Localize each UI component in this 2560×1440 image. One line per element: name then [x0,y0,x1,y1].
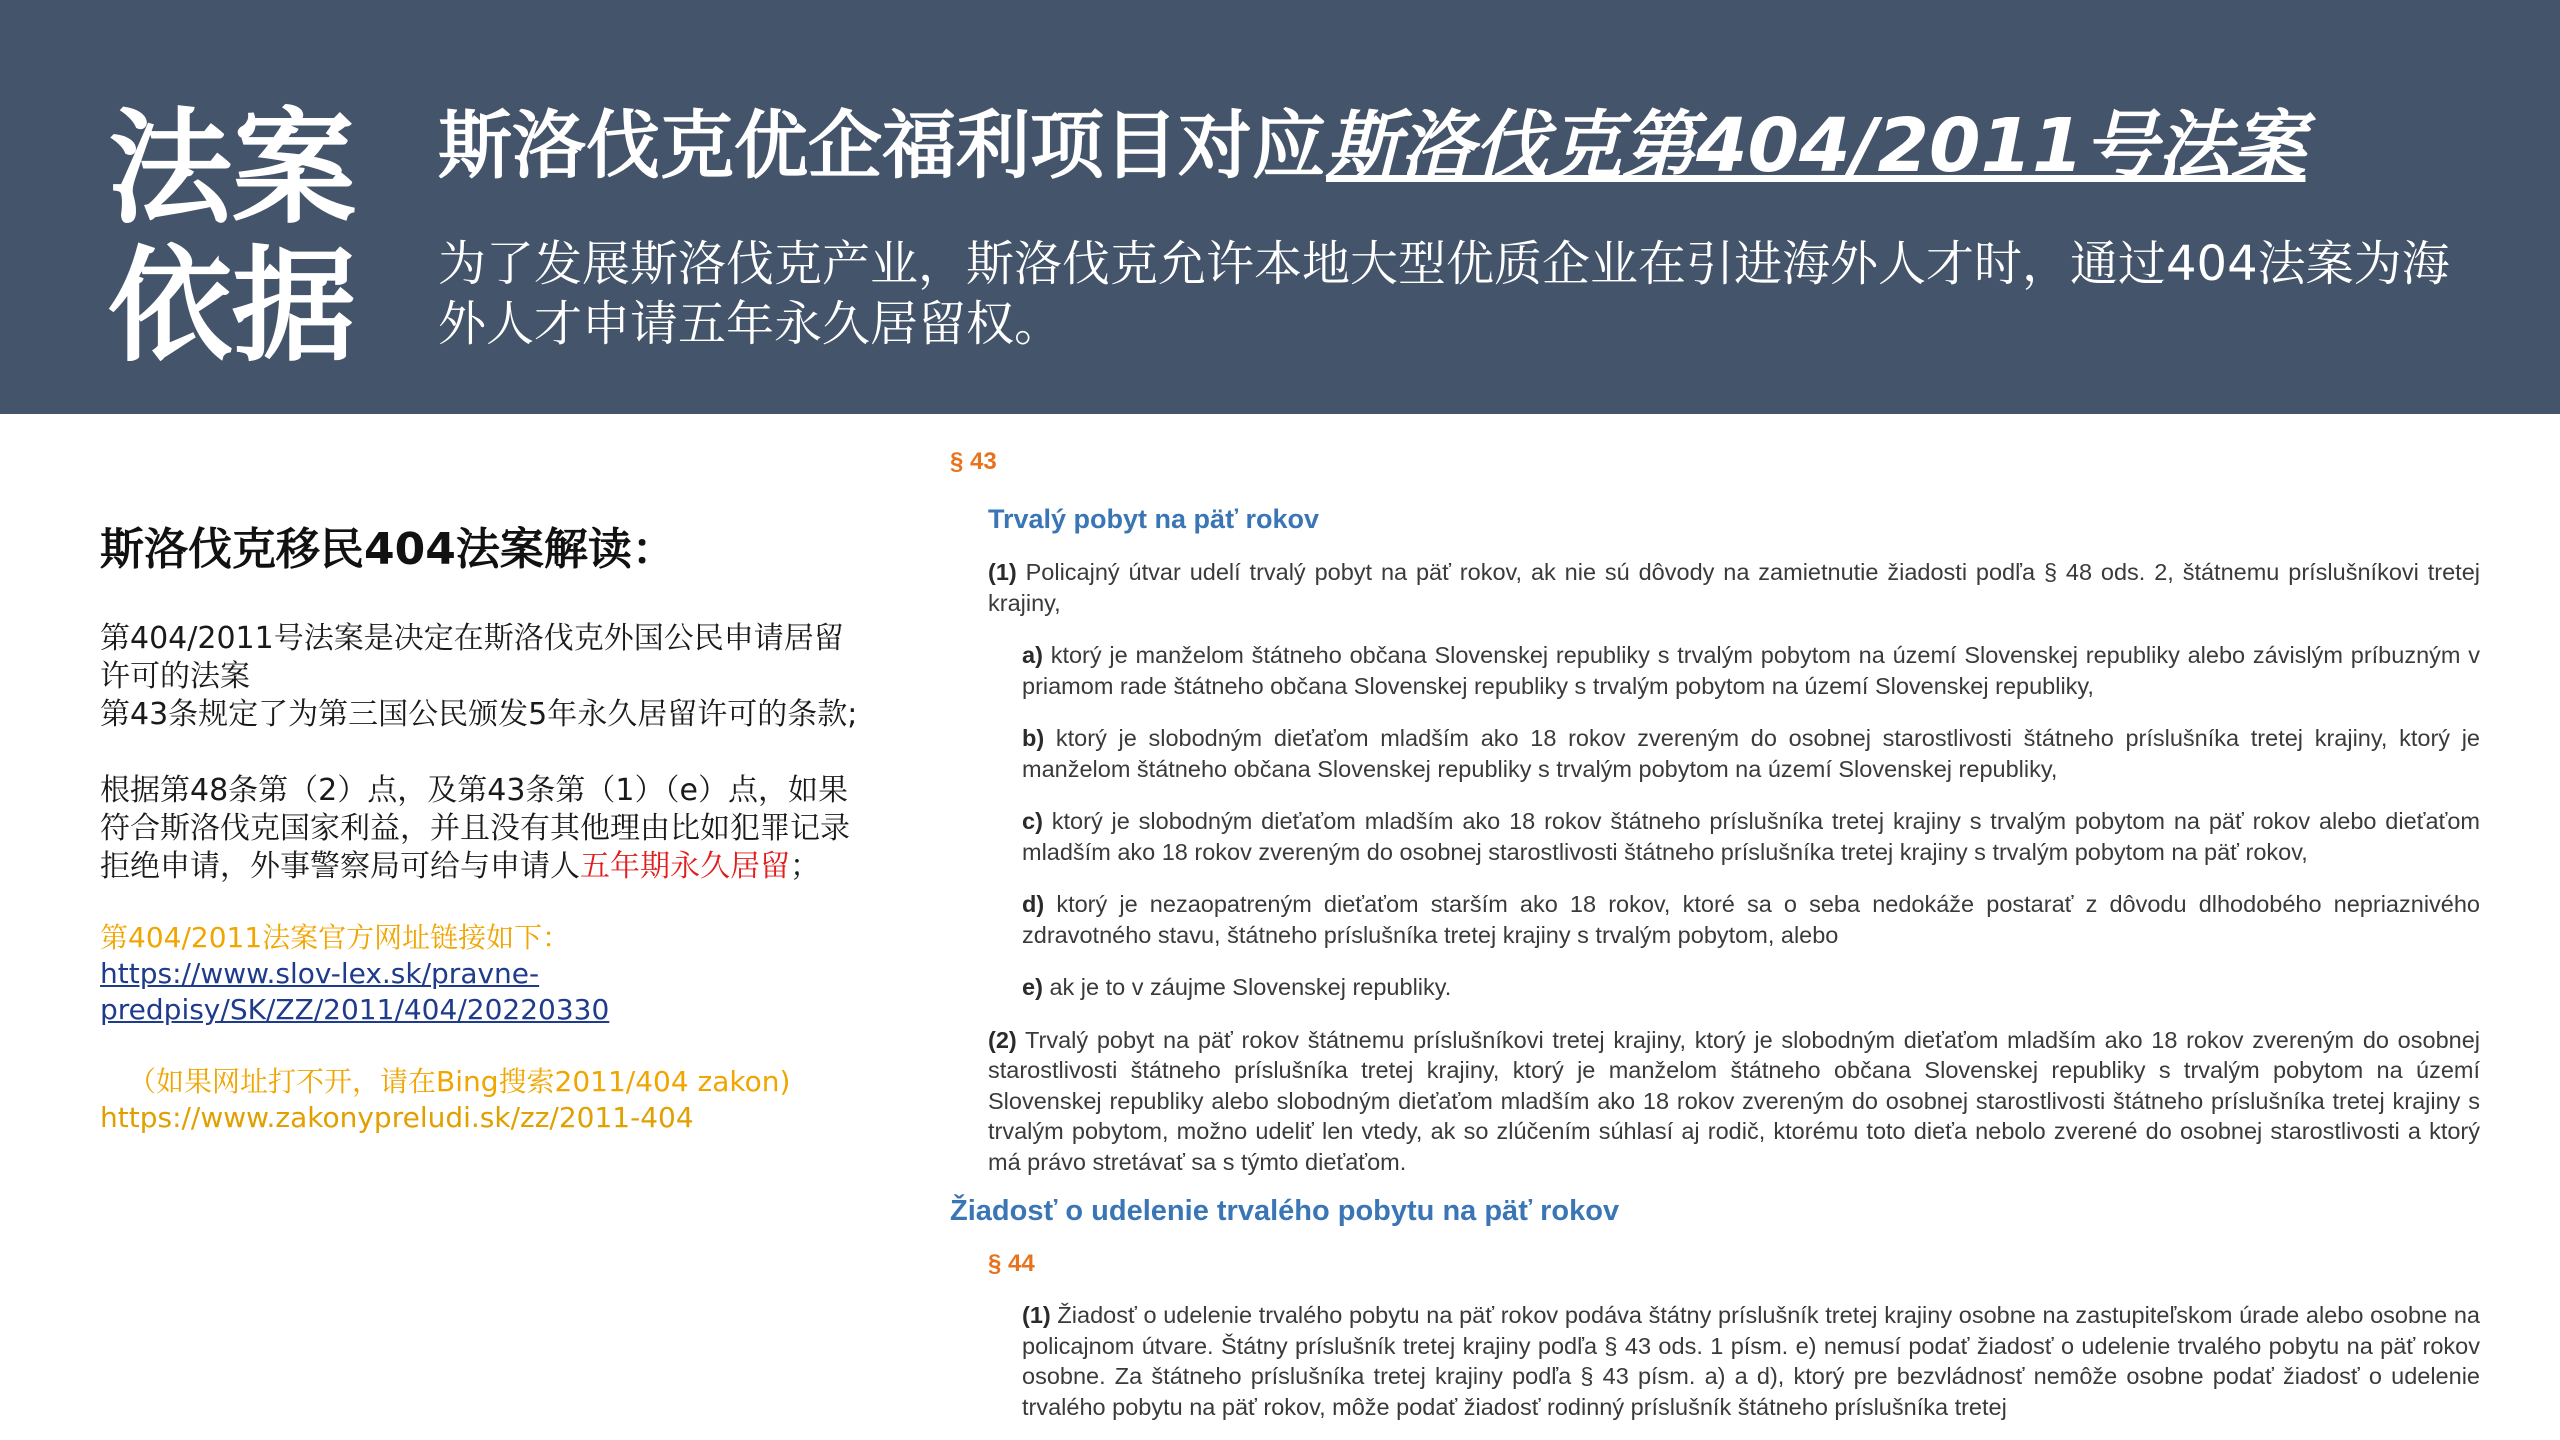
title-prefix: 斯洛伐克优企福利项目对应 [438,103,1326,189]
p2-text: Trvalý pobyt na päť rokov štátnemu príslušníkovi tretej krajiny, ktorý je slobodným dieťaťom mladším ako 18 rokov zvereným do osobnej starostlivosti štátneho príslušníka tretej krajiny, ktorý je manželom štátneho občana Slovenskej republiky s trvalým pobytom na území Slovenskej republiky alebo slobodným dieťaťom mladším ako 18 rokov zvereným do osobnej starostlivosti štátneho príslušníka tretej krajiny s trvalým pobytom, možno udeliť len vtedy, ak so zlúčením súhlasí aj rodič, ktorému toto dieťa nebolo zverené do osobnej starostlivosti a ktorý má právo stretávať sa s týmto dieťaťom. [988,1026,2481,1175]
p1-label: (1) [988,559,1017,585]
interpretation-heading: 斯洛伐克移民404法案解读： [100,524,676,575]
side-title-line2: 依据 [108,235,357,379]
item-a-label: a) [1022,642,1043,668]
item-b [1022,723,2480,784]
interpretation-panel [100,520,860,1136]
item-d [1022,889,2480,950]
item-c [1022,806,2480,867]
side-title-line1: 法案 [108,97,357,241]
section-43-number: § 43 [950,448,997,475]
interpretation-para1 [100,620,860,734]
p3-label: (1) [1022,1302,1051,1328]
item-a-text: ktorý je manželom štátneho občana Slovenskej republiky s trvalým pobytom na území Slovenskej republiky alebo závislým príbuzným v priamom rade štátneho občana Slovenskej republiky s trvalým pobytom na území Slovenskej republiky, [1022,642,2480,699]
link-intro: 第404/2011法案官方网址链接如下： [100,921,571,954]
law-document-excerpt [950,440,2481,1420]
header-banner [0,0,2560,414]
item-b-text: ktorý je slobodným dieťaťom mladším ako 18 rokov zvereným do osobnej starostlivosti štátneho príslušníka tretej krajiny, ktorý je manželom štátneho občana Slovenskej republiky s trvalým pobytom na území Slovenskej republiky, [1022,725,2480,782]
page-title [438,98,2305,194]
item-e [1022,972,2480,1003]
side-title [108,97,357,379]
item-e-text: ak je to v záujme Slovenskej republiky. [1049,974,1452,1000]
para2-end: ； [790,849,820,884]
section-43-title: Trvalý pobyt na päť rokov [988,504,1320,534]
item-e-label: e) [1022,974,1043,1000]
alt-search-note: （如果网址打不开，请在Bing搜索2011/404 zakon) [128,1065,791,1098]
links-block [100,920,860,1136]
para2-highlight: 五年期永久居留 [580,849,790,884]
p3-text: Žiadosť o udelenie trvalého pobytu na päť rokov podáva štátny príslušník tretej krajiny osobne na zastupiteľskom úrade alebo osobne na policajnom útvare. Štátny príslušník tretej krajiny podľa § 43 ods. 1 písm. e) nemusí podať žiadosť o udelenie trvalého pobytu na päť rokov osobne. Za štátneho príslušníka tretej krajiny podľa § 43 písm. a) a d), ktorý pre bezvládnosť nemôže osobne podať žiadosť o udelenie trvalého pobytu na päť rokov, môže podať žiadosť rodinný príslušník štátneho príslušníka tretej [1022,1302,2481,1420]
item-a [1022,640,2480,701]
item-d-label: d) [1022,891,1045,917]
item-b-label: b) [1022,725,1045,751]
section-44-heading: Žiadosť o udelenie trvalého pobytu na päť rokov [950,1195,1620,1227]
item-d-text: ktorý je nezaopatreným dieťaťom starším ako 18 rokov, ktoré sa o seba nedokáže postarať z dôvodu dlhodobého nepriaznivého zdravotného stavu, štátneho príslušníka tretej krajiny s trvalým pobytom, alebo [1022,891,2480,948]
paragraph-2 [988,1025,2480,1178]
paragraph-1 [988,557,2480,618]
item-c-text: ktorý je slobodným dieťaťom mladším ako 18 rokov štátneho príslušníka tretej krajiny s trvalým pobytom na päť rokov alebo dieťaťom mladším ako 18 rokov zvereným do osobnej starostlivosti štátneho príslušníka tretej krajiny s trvalým pobytom na päť rokov, [1022,808,2481,865]
paragraph-44-1 [1022,1300,2480,1422]
item-c-label: c) [1022,808,1043,834]
page-subtitle: 为了发展斯洛伐克产业，斯洛伐克允许本地大型优质企业在引进海外人才时，通过404法案为海外人才申请五年永久居留权。 [438,236,2450,352]
interpretation-para2 [100,772,860,886]
title-law-reference: 斯洛伐克第404/2011号法案 [1326,103,2306,189]
official-law-link[interactable]: https://www.slov-lex.sk/pravne-predpisy/SK/ZZ/2011/404/20220330 [100,957,610,1026]
p1-text: Policajný útvar udelí trvalý pobyt na päť rokov, ak nie sú dôvody na zamietnutie žiadosti podľa § 48 ods. 2, štátnemu príslušníkovi tretej krajiny, [988,559,2480,616]
para1-line1: 第404/2011号法案是决定在斯洛伐克外国公民申请居留许可的法案 [100,621,844,694]
p2-label: (2) [988,1026,1017,1053]
section-44-number: § 44 [988,1250,1035,1277]
para1-line2: 第43条规定了为第三国公民颁发5年永久居留许可的条款; [100,697,858,732]
para2-text: 根据第48条第（2）点，及第43条第（1）（e）点，如果符合斯洛伐克国家利益，并且没有其他理由比如犯罪记录拒绝申请，外事警察局可给与申请人 [100,773,850,884]
alt-url-text: https://www.zakonypreludi.sk/zz/2011-404 [100,1101,694,1134]
